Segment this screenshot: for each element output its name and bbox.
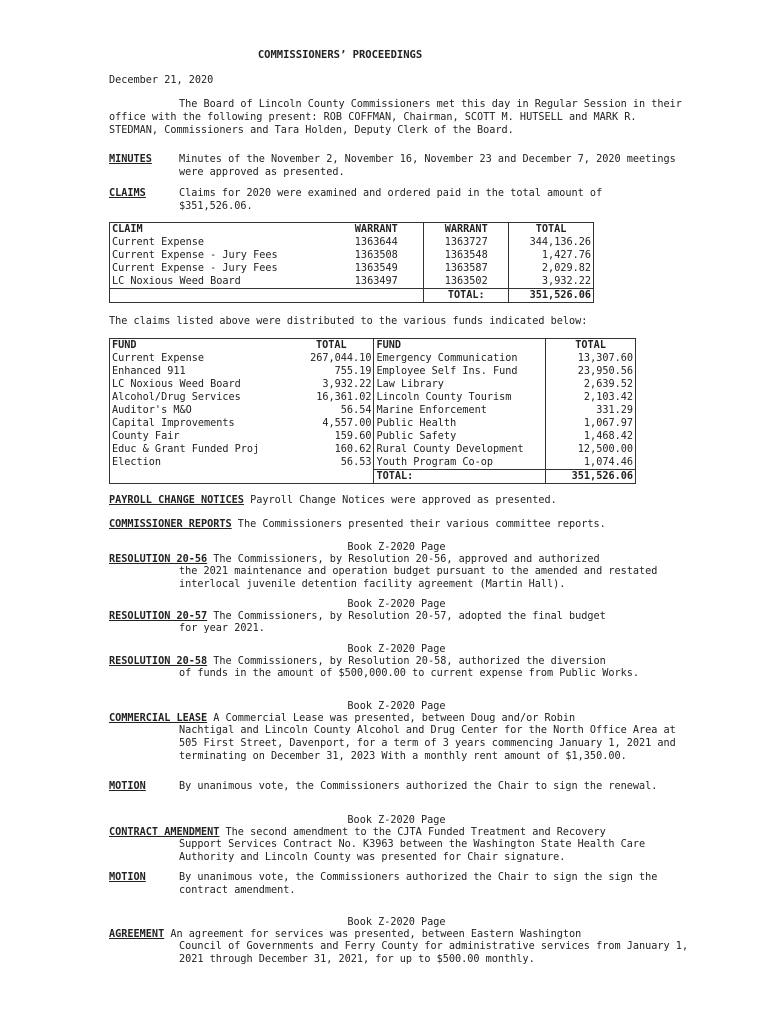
claims-text: Claims for 2020 were examined and ordered paid in the total amount of $351,526.06. (179, 188, 603, 212)
fund-total: 2,639.52 (546, 378, 636, 391)
claims-total-row (110, 289, 594, 303)
fund-total: 159.60 (334, 431, 372, 442)
resolution-56-line1: The Commissioners, by Resolution 20-56, approved and authorized (207, 554, 600, 565)
contract-line1: The second amendment to the CJTA Funded Treatment and Recovery (219, 827, 606, 838)
fund-total: 331.29 (546, 404, 636, 417)
funds-table-row (110, 417, 636, 430)
payroll-label: PAYROLL CHANGE NOTICES (109, 495, 244, 506)
funds-table-row (110, 352, 636, 365)
fund-total: 16,361.02 (316, 392, 372, 403)
resolution-56-label: RESOLUTION 20-56 (109, 554, 208, 565)
resolution-57-label: RESOLUTION 20-57 (109, 611, 208, 622)
fund-total: 267,044.10 (310, 353, 372, 364)
fund-total: 1,067.97 (546, 417, 636, 430)
fund-total: 1,468.42 (546, 430, 636, 443)
fund-total: 56.53 (340, 457, 372, 469)
resolution-57-text: for year 2021. (179, 623, 265, 634)
resolution-58-line1: The Commissioners, by Resolution 20-58, authorized the diversion (207, 656, 606, 667)
payroll-section (109, 494, 689, 507)
contract-text: Support Services Contract No. K3963 between the Washington State Health Care Authority and Lincoln County was presented for Chair signature. (179, 839, 646, 863)
agreement-label: AGREEMENT (109, 929, 165, 940)
fund-total: 755.19 (334, 366, 372, 377)
book-ref-res56: Book Z-2020 Page (347, 542, 446, 553)
funds-table (109, 338, 636, 484)
claim-name: Current Expense - Jury Fees (112, 250, 278, 261)
warrant-from: 1363497 (354, 276, 398, 287)
fund-name: Capital Improvements (112, 418, 235, 429)
funds-col-total-1: TOTAL (315, 340, 347, 351)
distribution-text: The claims listed above were distributed to the various funds indicated below: (109, 316, 588, 327)
fund-name: Auditor's M&O (112, 405, 192, 416)
motion-2-label: MOTION (109, 872, 146, 883)
funds-col-fund-2: FUND (374, 339, 546, 353)
claims-total-label: TOTAL: (424, 289, 509, 303)
claims-table (109, 222, 594, 303)
funds-table-row (110, 391, 636, 404)
fund-name: Election (112, 457, 162, 469)
claims-label: CLAIMS (109, 188, 146, 199)
fund-name: Enhanced 911 (112, 366, 186, 377)
book-ref-contract: Book Z-2020 Page (347, 815, 446, 826)
motion-1-text: By unanimous vote, the Commissioners authorized the Chair to sign the renewal. (179, 781, 658, 792)
agreement-text: Council of Governments and Ferry County for administrative services from January 1, 2021 through December 31, 2021, for up to $500.00 monthly. (179, 941, 689, 965)
fund-name: Public Health (374, 417, 546, 430)
funds-table-row (110, 378, 636, 391)
funds-total-label: TOTAL: (374, 470, 546, 484)
resolution-56-text: the 2021 maintenance and operation budget pursuant to the amended and restated interlocal juvenile detention facility agreement (Martin Hall). (179, 566, 658, 590)
claims-table-row (110, 275, 594, 289)
funds-total-value: 351,526.06 (546, 470, 636, 484)
warrant-to: 1363587 (424, 262, 509, 275)
fund-name: Emergency Communication (374, 352, 546, 365)
fund-name: Lincoln County Tourism (374, 391, 546, 404)
claims-col-warrant-1: WARRANT (354, 224, 398, 235)
funds-table-row (110, 430, 636, 443)
motion-2-text: By unanimous vote, the Commissioners authorized the Chair to sign the sign the contract amendment. (179, 872, 658, 896)
lease-text: Nachtigal and Lincoln County Alcohol and Drug Center for the North Office Area at 505 First Street, Davenport, for a term of 3 years commencing January 1, 2021 and terminating on December 31, 2023 With a monthly rent amount of $1,350.00. (179, 725, 676, 762)
warrant-from: 1363644 (354, 237, 398, 248)
funds-table-row (110, 443, 636, 456)
warrant-to: 1363502 (424, 275, 509, 289)
fund-name: Alcohol/Drug Services (112, 392, 241, 403)
payroll-text: Payroll Change Notices were approved as presented. (243, 495, 557, 506)
fund-name: LC Noxious Weed Board (112, 379, 241, 390)
book-ref-res58: Book Z-2020 Page (347, 644, 446, 655)
reports-label: COMMISSIONER REPORTS (109, 519, 232, 530)
book-ref-agreement: Book Z-2020 Page (347, 917, 446, 928)
claims-table-row (110, 236, 594, 249)
book-ref-lease: Book Z-2020 Page (347, 701, 446, 712)
fund-total: 4,557.00 (322, 418, 372, 429)
claim-total: 3,932.22 (509, 275, 594, 289)
claims-total-value: 351,526.06 (509, 289, 594, 303)
fund-name: Educ & Grant Funded Proj (112, 444, 260, 455)
funds-col-total-2: TOTAL (546, 339, 636, 353)
claim-name: Current Expense - Jury Fees (112, 263, 278, 274)
claim-total: 344,136.26 (509, 236, 594, 249)
motion-1-label: MOTION (109, 781, 146, 792)
fund-total: 1,074.46 (546, 456, 636, 470)
fund-name: Public Safety (374, 430, 546, 443)
warrant-to: 1363727 (424, 236, 509, 249)
fund-total: 56.54 (340, 405, 372, 416)
intro-paragraph: The Board of Lincoln County Commissioners met this day in Regular Session in their office with the following present: ROB COFFMAN, Chairman, SCOTT M. HUTSELL and MARK R. STEDMAN, Commissioners and Tara Holden, Deputy Clerk of the Board. (109, 99, 682, 136)
minutes-label: MINUTES (109, 154, 152, 165)
claims-table-row (110, 262, 594, 275)
lease-label: COMMERCIAL LEASE (109, 713, 208, 724)
minutes-text: Minutes of the November 2, November 16, November 23 and December 7, 2020 meetings were approved as presented. (179, 154, 676, 178)
claims-table-row (110, 249, 594, 262)
fund-name: Marine Enforcement (374, 404, 546, 417)
fund-total: 2,103.42 (546, 391, 636, 404)
fund-total: 13,307.60 (546, 352, 636, 365)
warrant-from: 1363549 (354, 263, 398, 274)
warrant-to: 1363548 (424, 249, 509, 262)
fund-name: Law Library (374, 378, 546, 391)
claims-col-warrant-2: WARRANT (424, 223, 509, 237)
page-title: COMMISSIONERS’ PROCEEDINGS (257, 49, 423, 61)
claims-col-total: TOTAL (509, 223, 594, 237)
contract-label: CONTRACT AMENDMENT (109, 827, 220, 838)
funds-table-row (110, 404, 636, 417)
lease-line1: A Commercial Lease was presented, between Doug and/or Robin (207, 713, 576, 724)
claim-total: 2,029.82 (509, 262, 594, 275)
funds-table-header (110, 339, 636, 353)
claim-total: 1,427.76 (509, 249, 594, 262)
resolution-58-text: of funds in the amount of $500,000.00 to current expense from Public Works. (179, 668, 640, 679)
fund-total: 160.62 (334, 444, 372, 455)
fund-total: 23,950.56 (546, 365, 636, 378)
funds-total-row (110, 470, 636, 484)
agreement-line1: An agreement for services was presented, between Eastern Washington (164, 929, 582, 940)
resolution-57-line1: The Commissioners, by Resolution 20-57, adopted the final budget (207, 611, 606, 622)
reports-text: The Commissioners presented their various committee reports. (231, 519, 606, 530)
resolution-58-label: RESOLUTION 20-58 (109, 656, 208, 667)
fund-name: Youth Program Co-op (374, 456, 546, 470)
fund-name: County Fair (112, 431, 180, 442)
fund-name: Rural County Development (374, 443, 546, 456)
claims-table-header (110, 223, 594, 237)
book-ref-res57: Book Z-2020 Page (347, 599, 446, 610)
funds-table-row (110, 456, 636, 470)
claim-name: LC Noxious Weed Board (112, 276, 241, 287)
funds-table-row (110, 365, 636, 378)
claim-name: Current Expense (112, 237, 205, 248)
claims-col-claim: CLAIM (112, 224, 143, 235)
funds-col-fund-1: FUND (112, 340, 137, 351)
reports-section (109, 518, 689, 531)
warrant-from: 1363508 (354, 250, 398, 261)
fund-total: 3,932.22 (322, 379, 372, 390)
meeting-date: December 21, 2020 (109, 75, 214, 86)
fund-name: Employee Self Ins. Fund (374, 365, 546, 378)
fund-name: Current Expense (112, 353, 205, 364)
fund-total: 12,500.00 (546, 443, 636, 456)
